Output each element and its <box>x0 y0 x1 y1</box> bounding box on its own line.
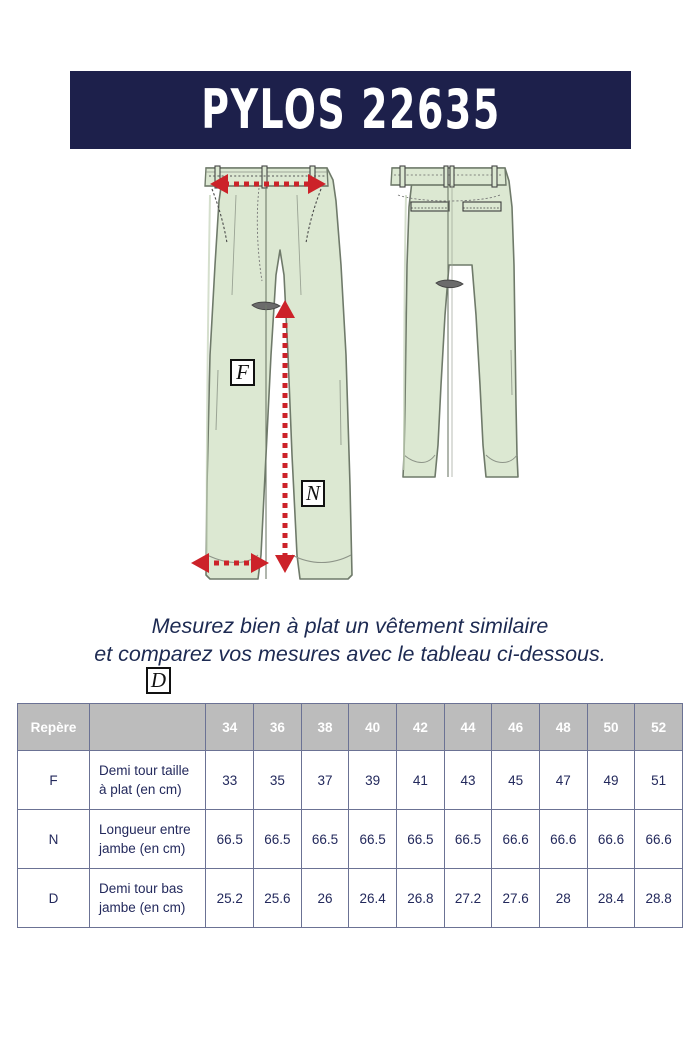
header-size-40: 40 <box>349 704 397 751</box>
cell-f-40: 39 <box>349 751 397 810</box>
cell-d-50: 28.4 <box>587 869 635 928</box>
table-row <box>18 751 683 810</box>
cell-f-44: 43 <box>444 751 492 810</box>
marker-label-f: F <box>230 359 255 386</box>
header-size-36: 36 <box>254 704 302 751</box>
front-view-pants <box>205 166 352 579</box>
cell-f-42: 41 <box>397 751 445 810</box>
cell-n-40: 66.5 <box>349 810 397 869</box>
cell-d-38: 26 <box>301 869 349 928</box>
table-header-row <box>18 704 683 751</box>
measurement-instructions <box>0 612 700 668</box>
marker-label-n: N <box>301 480 325 507</box>
cell-d-44: 27.2 <box>444 869 492 928</box>
cell-d-40: 26.4 <box>349 869 397 928</box>
instruction-line-1: Mesurez bien à plat un vêtement similaire <box>151 614 549 638</box>
header-size-46: 46 <box>492 704 540 751</box>
header-size-50: 50 <box>587 704 635 751</box>
cell-f-52: 51 <box>635 751 683 810</box>
header-size-38: 38 <box>301 704 349 751</box>
cell-f-36: 35 <box>254 751 302 810</box>
row-repere-d: D <box>18 869 90 928</box>
cell-d-48: 28 <box>539 869 587 928</box>
header-size-42: 42 <box>397 704 445 751</box>
header-description <box>90 704 206 751</box>
table-body <box>18 751 683 928</box>
cell-n-42: 66.5 <box>397 810 445 869</box>
size-chart-table <box>17 703 683 928</box>
cell-d-34: 25.2 <box>206 869 254 928</box>
cell-d-42: 26.8 <box>397 869 445 928</box>
cell-f-34: 33 <box>206 751 254 810</box>
cell-n-52: 66.6 <box>635 810 683 869</box>
header-size-48: 48 <box>539 704 587 751</box>
cell-n-48: 66.6 <box>539 810 587 869</box>
header-size-44: 44 <box>444 704 492 751</box>
header-size-34: 34 <box>206 704 254 751</box>
cell-f-48: 47 <box>539 751 587 810</box>
cell-d-52: 28.8 <box>635 869 683 928</box>
cell-n-34: 66.5 <box>206 810 254 869</box>
row-repere-n: N <box>18 810 90 869</box>
table-row <box>18 869 683 928</box>
instruction-line-2: et comparez vos mesures avec le tableau ci-dessous. <box>94 642 606 666</box>
cell-n-36: 66.5 <box>254 810 302 869</box>
cell-n-44: 66.5 <box>444 810 492 869</box>
row-description-d: Demi tour bas jambe (en cm) <box>90 869 206 928</box>
title-banner <box>70 71 631 149</box>
row-repere-f: F <box>18 751 90 810</box>
cell-f-38: 37 <box>301 751 349 810</box>
cell-f-46: 45 <box>492 751 540 810</box>
cell-n-38: 66.5 <box>301 810 349 869</box>
table-row <box>18 810 683 869</box>
marker-label-d: D <box>146 667 171 694</box>
page-title: PYLOS 22635 <box>200 78 501 141</box>
cell-n-46: 66.6 <box>492 810 540 869</box>
cell-d-36: 25.6 <box>254 869 302 928</box>
row-description-f: Demi tour taille à plat (en cm) <box>90 751 206 810</box>
cell-f-50: 49 <box>587 751 635 810</box>
cell-n-50: 66.6 <box>587 810 635 869</box>
header-size-52: 52 <box>635 704 683 751</box>
header-repere: Repère <box>18 704 90 751</box>
back-view-pants <box>391 166 518 477</box>
cell-d-46: 27.6 <box>492 869 540 928</box>
table-header <box>18 704 683 751</box>
row-description-n: Longueur entre jambe (en cm) <box>90 810 206 869</box>
